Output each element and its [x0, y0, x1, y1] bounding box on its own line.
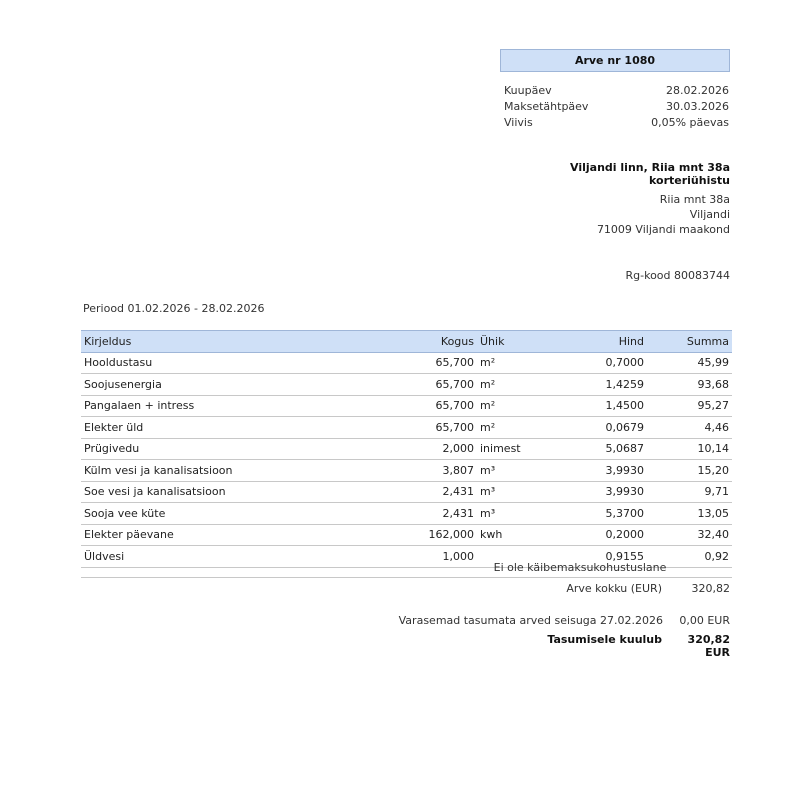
cell-unit: m³ [477, 481, 567, 503]
cell-quantity: 65,700 [391, 395, 477, 417]
cell-sum: 15,20 [647, 460, 732, 482]
header-unit: Ühik [477, 331, 567, 353]
cell-sum: 45,99 [647, 352, 732, 374]
cell-unit: m² [477, 374, 567, 396]
cell-unit: m³ [477, 503, 567, 525]
invoice-penalty-label: Viivis [504, 116, 533, 129]
invoice-penalty-row [504, 116, 729, 132]
cell-quantity: 3,807 [391, 460, 477, 482]
table-row [81, 481, 732, 503]
cell-price: 0,7000 [567, 352, 647, 374]
invoice-due-label: Maksetähtpäev [504, 100, 589, 113]
cell-description: Elekter päevane [81, 524, 391, 546]
cell-price: 5,0687 [567, 438, 647, 460]
issuer-name: Viljandi linn, Riia mnt 38a korteriühistu [570, 161, 730, 187]
cell-description: Soojusenergia [81, 374, 391, 396]
amount-due-value: 320,82 EUR [687, 633, 730, 659]
header-quantity: Kogus [391, 331, 477, 353]
cell-unit: inimest [477, 438, 567, 460]
cell-description: Hooldustasu [81, 352, 391, 374]
cell-price: 5,3700 [567, 503, 647, 525]
invoice-date-label: Kuupäev [504, 84, 552, 97]
invoice-penalty-value: 0,05% päevas [651, 116, 729, 129]
cell-description: Soe vesi ja kanalisatsioon [81, 481, 391, 503]
cell-price: 3,9930 [567, 481, 647, 503]
cell-quantity: 65,700 [391, 352, 477, 374]
table-row [81, 503, 732, 525]
table-row [81, 374, 732, 396]
previous-unpaid-label: Varasemad tasumata arved seisuga 27.02.2026 [398, 614, 663, 627]
total-label: Arve kokku (EUR) [566, 582, 662, 595]
cell-description: Üldvesi [81, 546, 391, 568]
cell-sum: 32,40 [647, 524, 732, 546]
cell-quantity: 1,000 [391, 546, 477, 568]
cell-sum: 95,27 [647, 395, 732, 417]
cell-price: 0,2000 [567, 524, 647, 546]
cell-quantity: 2,431 [391, 503, 477, 525]
cell-description: Sooja vee küte [81, 503, 391, 525]
table-row [81, 438, 732, 460]
total-divider [81, 577, 732, 578]
cell-price: 0,9155 [567, 546, 647, 568]
issuer-postal: 71009 Viljandi maakond [596, 223, 730, 236]
invoice-title: Arve nr 1080 [500, 49, 730, 72]
invoice-date-value: 28.02.2026 [666, 84, 729, 97]
cell-description: Elekter üld [81, 417, 391, 439]
issuer-city: Viljandi [689, 208, 730, 221]
previous-unpaid-value: 0,00 EUR [679, 614, 730, 627]
cell-unit: m² [477, 395, 567, 417]
cell-sum: 4,46 [647, 417, 732, 439]
amount-due-label: Tasumisele kuulub [547, 633, 662, 646]
header-description: Kirjeldus [81, 331, 391, 353]
cell-description: Külm vesi ja kanalisatsioon [81, 460, 391, 482]
invoice-due-row [504, 100, 729, 116]
table-header-row [81, 331, 732, 353]
cell-price: 3,9930 [567, 460, 647, 482]
cell-price: 1,4500 [567, 395, 647, 417]
cell-unit: kwh [477, 524, 567, 546]
issuer-reg-code: Rg-kood 80083744 [625, 269, 730, 282]
cell-sum: 0,92 [647, 546, 732, 568]
cell-quantity: 65,700 [391, 417, 477, 439]
cell-sum: 93,68 [647, 374, 732, 396]
cell-quantity: 2,000 [391, 438, 477, 460]
cell-price: 1,4259 [567, 374, 647, 396]
invoice-items-table [81, 330, 732, 568]
cell-sum: 13,05 [647, 503, 732, 525]
cell-quantity: 65,700 [391, 374, 477, 396]
cell-unit: m³ [477, 460, 567, 482]
cell-unit: m² [477, 352, 567, 374]
cell-quantity: 162,000 [391, 524, 477, 546]
table-row [81, 460, 732, 482]
cell-price: 0,0679 [567, 417, 647, 439]
header-sum: Summa [647, 331, 732, 353]
cell-quantity: 2,431 [391, 481, 477, 503]
cell-unit: m² [477, 417, 567, 439]
cell-sum: 9,71 [647, 481, 732, 503]
table-row [81, 395, 732, 417]
table-row [81, 417, 732, 439]
cell-sum: 10,14 [647, 438, 732, 460]
total-value: 320,82 [691, 582, 730, 595]
billing-period: Periood 01.02.2026 - 28.02.2026 [83, 302, 265, 315]
table-row [81, 524, 732, 546]
issuer-street: Riia mnt 38a [659, 193, 730, 206]
header-price: Hind [567, 331, 647, 353]
cell-description: Pangalaen + intress [81, 395, 391, 417]
invoice-due-value: 30.03.2026 [666, 100, 729, 113]
invoice-date-row [504, 84, 729, 100]
cell-description: Prügivedu [81, 438, 391, 460]
table-row [81, 352, 732, 374]
vat-note: Ei ole käibemaksukohustuslane [493, 561, 667, 574]
